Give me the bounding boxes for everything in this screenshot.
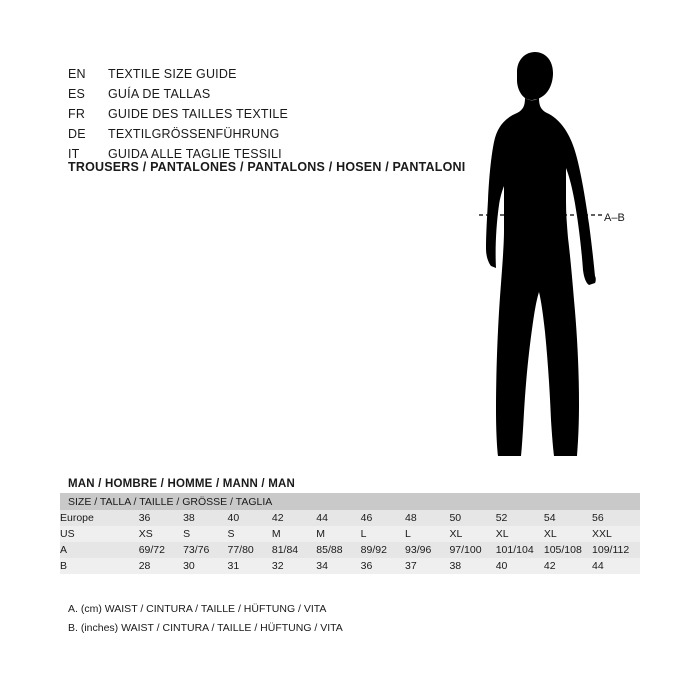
cell-value: 40 (227, 512, 240, 524)
cell-value: 81/84 (271, 544, 299, 556)
language-code: FR (68, 107, 86, 121)
size-table (60, 493, 640, 574)
cell-value: 38 (183, 512, 195, 524)
table-header-row (60, 493, 640, 510)
cell-value: 40 (495, 560, 508, 572)
cell-value: 38 (449, 560, 462, 572)
measurement-label-ab: A–B (604, 212, 625, 224)
cell-value: 36 (138, 512, 151, 524)
cell-value: 85/88 (316, 544, 343, 556)
cell-value: 36 (360, 560, 373, 572)
cell-value: L (360, 528, 367, 540)
cell-value: 89/92 (360, 544, 387, 556)
row-label: Europe (60, 512, 94, 524)
cell-value: XL (449, 528, 463, 540)
language-row-de (68, 124, 468, 144)
language-code: ES (68, 87, 86, 101)
cell-value: 105/108 (543, 544, 582, 556)
cell-value: M (316, 528, 326, 540)
cell-value: 109/112 (592, 544, 630, 556)
cell-value: 28 (138, 560, 151, 572)
figure-silhouette (455, 50, 645, 460)
cell-value: XXL (592, 528, 612, 540)
language-text: GUÍA DE TALLAS (108, 87, 211, 101)
cell-value: L (405, 528, 411, 540)
language-row-fr (68, 104, 468, 124)
man-silhouette-icon (455, 50, 645, 460)
language-code: EN (68, 67, 86, 81)
row-label: US (60, 528, 75, 540)
language-row-en (68, 64, 468, 84)
cell-value: 93/96 (405, 544, 432, 556)
language-code: IT (68, 147, 80, 161)
cell-value: XL (543, 528, 557, 540)
cell-value: 77/80 (227, 544, 254, 556)
language-code: DE (68, 127, 86, 141)
cell-value: 37 (405, 560, 417, 572)
cell-value: 52 (495, 512, 508, 524)
language-text: GUIDA ALLE TAGLIE TESSILI (108, 147, 282, 161)
cell-value: 44 (592, 560, 604, 572)
language-text: TEXTILGRÖSSENFÜHRUNG (108, 127, 280, 141)
garment-title: TROUSERS / PANTALONES / PANTALONS / HOSEN / PANTALONI (68, 160, 466, 174)
cell-value: 54 (543, 512, 556, 524)
table-row (60, 558, 640, 574)
language-list (68, 64, 468, 164)
language-row-es (68, 84, 468, 104)
cell-value: 34 (316, 560, 328, 572)
cell-value: M (271, 528, 281, 540)
row-label: B (60, 560, 68, 572)
row-label: A (60, 544, 68, 556)
table-row (60, 510, 640, 526)
language-text: GUIDE DES TAILLES TEXTILE (108, 107, 289, 121)
cell-value: 101/104 (495, 544, 534, 556)
cell-value: 46 (360, 512, 373, 524)
cell-value: 50 (449, 512, 462, 524)
cell-value: XL (495, 528, 509, 540)
table-row (60, 542, 640, 558)
cell-value: 69/72 (138, 544, 165, 556)
cell-value: 97/100 (449, 544, 482, 556)
cell-value: 30 (183, 560, 195, 572)
table-section-label: MAN / HOMBRE / HOMME / MANN / MAN (68, 478, 296, 490)
cell-value: S (227, 528, 235, 540)
footnotes (68, 600, 343, 638)
table-row (60, 526, 640, 542)
language-text: TEXTILE SIZE GUIDE (108, 67, 237, 81)
cell-value: 31 (227, 560, 240, 572)
cell-value: 56 (592, 512, 604, 524)
cell-value: XS (138, 528, 153, 540)
cell-value: 44 (316, 512, 328, 524)
table-header-cell: SIZE / TALLA / TAILLE / GRÖSSE / TAGLIA (60, 493, 640, 510)
cell-value: 48 (405, 512, 417, 524)
cell-value: 32 (271, 560, 284, 572)
footnote-b: B. (inches) WAIST / CINTURA / TAILLE / HÜFTUNG / VITA (68, 622, 343, 634)
footnote-a: A. (cm) WAIST / CINTURA / TAILLE / HÜFTUNG / VITA (68, 603, 327, 615)
cell-value: 42 (271, 512, 284, 524)
cell-value: 42 (543, 560, 556, 572)
cell-value: S (183, 528, 191, 540)
cell-value: 73/76 (183, 544, 210, 556)
